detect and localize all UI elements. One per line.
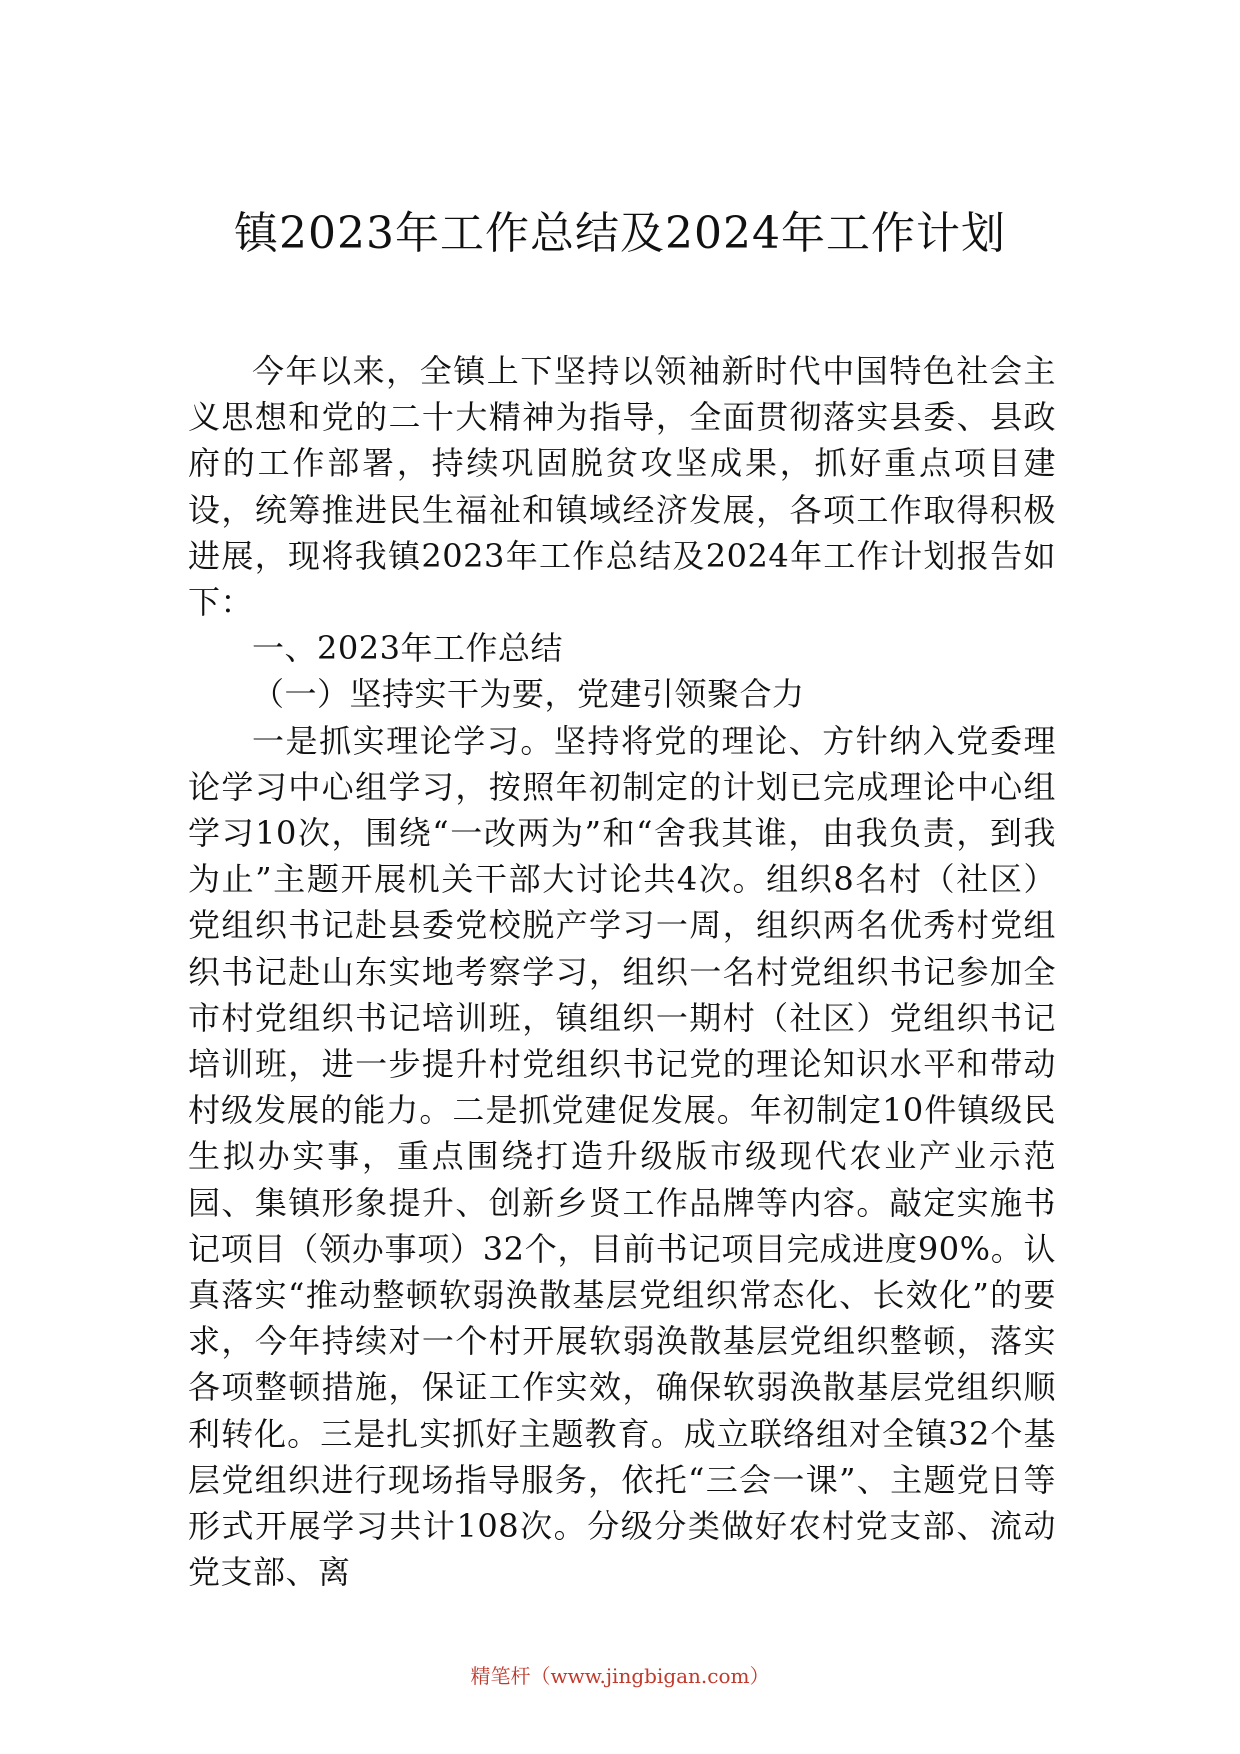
footer-watermark: 精笔杆（www.jingbigan.com）	[470, 1664, 770, 1688]
subsection-heading: （一）坚持实干为要，党建引领聚合力	[252, 675, 805, 714]
body-paragraph: 一是抓实理论学习。坚持将党的理论、方针纳入党委理论学习中心组学习，按照年初制定的计划已完成理论中心组学习10次，围绕“一改两为”和“舍我其谁，由我负责，到我为止”主题开展机关干部大讨论共4次。组织8名村（社区）党组织书记赴县委党校脱产学习一周，组织两名优秀村党组织书记赴山东实地考察学习，组织一名村党组织书记参加全市村党组织书记培训班，镇组织一期村（社区）党组织书记培训班，进一步提升村党组织书记党的理论知识水平和带动村级发展的能力。二是抓党建促发展。年初制定10件镇级民生拟办实事，重点围绕打造升级版市级现代农业产业示范园、集镇形象提升、创新乡贤工作品牌等内容。敲定实施书记项目（领办事项）32个，目前书记项目完成进度90%。认真落实“推动整顿软弱涣散基层党组织常态化、长效化”的要求，今年持续对一个村开展软弱涣散基层党组织整顿，落实各项整顿措施，保证工作实效，确保软弱涣散基层党组织顺利转化。三是扎实抓好主题教育。成立联络组对全镇32个基层党组织进行现场指导服务，依托“三会一课”、主题党日等形式开展学习共计108次。分级分类做好农村党支部、流动党支部、离	[188, 721, 1056, 1592]
intro-paragraph: 今年以来，全镇上下坚持以领袖新时代中国特色社会主义思想和党的二十大精神为指导，全面贯彻落实县委、县政府的工作部署，持续巩固脱贫攻坚成果，抓好重点项目建设，统筹推进民生福祉和镇域经济发展，各项工作取得积极进展，现将我镇2023年工作总结及2024年工作计划报告如下：	[188, 352, 1056, 622]
section-heading: 一、2023年工作总结	[252, 629, 563, 668]
document-body	[188, 348, 1056, 1595]
document-title: 镇2023年工作总结及2024年工作计划	[234, 208, 1006, 259]
